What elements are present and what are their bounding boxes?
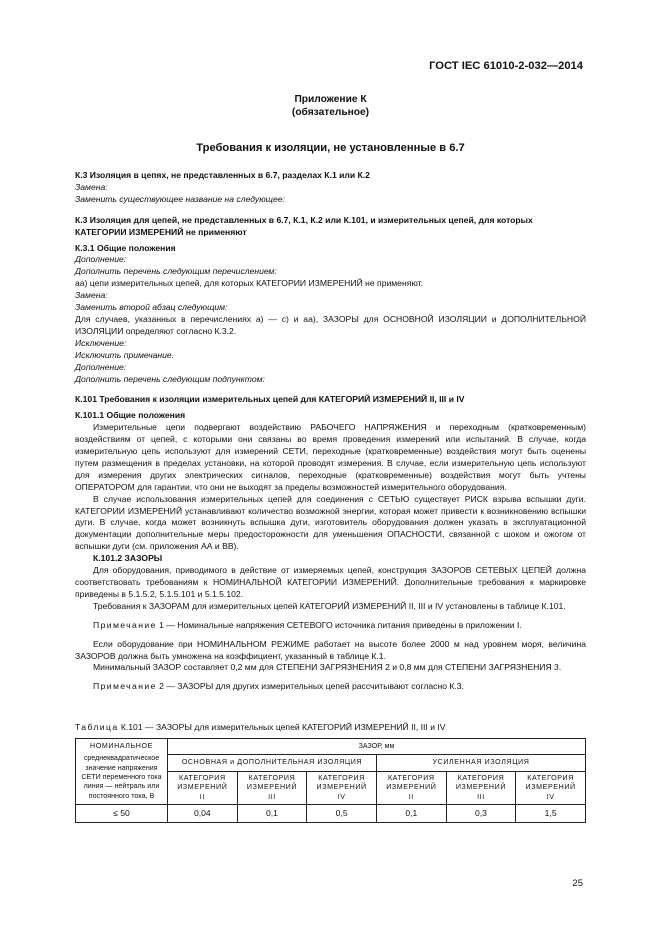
note-2-text: 2 — ЗАЗОРЫ для других измерительных цепей рассчитывают согласно К.3. — [156, 681, 464, 692]
annex-heading — [0, 93, 661, 119]
category-header — [376, 771, 446, 804]
category-header — [237, 771, 307, 804]
category-value: III — [477, 792, 485, 801]
document-code: ГОСТ IEC 61010-2-032—2014 — [429, 60, 583, 72]
k1011-paragraph-2: В случае использования измерительных цепей для соединения с СЕТЬЮ существует РИСК взрыва вспышки дуги. КАТЕГОРИИ ИЗМЕРЕНИЙ устанавливают количество возможной энергии, которая может привести к возникновению вспышки дуги. В случае, когда может возникнуть вспышка дуги, изготовитель оборудования должен указать в эксплуатационной документации дополнительные меры предосторожности для уменьшения ОПАСНОСТИ, связанной с шоком и ожогом от вспышки дуги (см. приложения АА и ВВ). — [75, 493, 586, 552]
table-cell: 0,1 — [237, 805, 307, 823]
k101-heading: К.101 Требования к изоляции измерительных цепей для КАТЕГОРИЙ ИЗМЕРЕНИЙ II, III и IV — [75, 394, 465, 405]
category-header — [168, 771, 238, 804]
category-label: КАТЕГОРИЯ ИЗМЕРЕНИЙ — [316, 773, 367, 792]
reinforced-header: УСИЛЕННАЯ ИЗОЛЯЦИЯ — [376, 755, 585, 771]
table-header-row-1 — [76, 739, 586, 755]
k31-item-aa: аа) цепи измерительных цепей, для которых КАТЕГОРИИ ИЗМЕРЕНИЙ не применяют. — [75, 278, 423, 289]
category-value: III — [268, 792, 276, 801]
voltage-header-desc: среднеквадратическое значение напряжения СЕТИ переменного тока линия — нейтраль или постоянного тока, В — [81, 754, 162, 800]
document-body — [75, 170, 586, 693]
table-cell: 0,3 — [446, 805, 516, 823]
voltage-header-cell — [76, 739, 168, 805]
k1012-paragraph-1: Для оборудования, приводимого в действие от измеряемых цепей, конструкция ЗАЗОРОВ СЕТЕВЫХ ЦЕПЕЙ должна соответствовать требованиям к НОМИНАЛЬНОЙ КАТЕГОРИИ ИЗМЕРЕНИЙ. Дополнительные требования к маркировке приведены в 5.1.5.2, 5.1.5.101 и 5.1.5.102. — [75, 565, 586, 599]
category-value: II — [408, 792, 414, 801]
k3-heading: К.3 Изоляция в цепях, не представленных в 6.7, разделах К.1 или К.2 — [75, 170, 370, 180]
k3-replace-text: Заменить существующее название на следующее: — [75, 193, 285, 204]
k31-add-text: Дополнить перечень следующим перечислением: — [75, 266, 277, 277]
table-caption — [75, 722, 446, 732]
k1012-heading: К.101.2 ЗАЗОРЫ — [93, 553, 163, 564]
k1012-paragraph-4: Минимальный ЗАЗОР составляет 0,2 мм для СТЕПЕНИ ЗАГРЯЗНЕНИЯ 2 и 0,8 мм для СТЕПЕНИ ЗАГРЯЗНЕНИЯ 3. — [93, 662, 562, 673]
k1012-paragraph-2: Требования к ЗАЗОРАМ для измерительных цепей КАТЕГОРИЙ ИЗМЕРЕНИЙ II, III и IV установлены в таблице К.101. — [93, 600, 566, 611]
category-header — [516, 771, 586, 804]
k31-replace-text: Заменить второй абзац следующим: — [75, 302, 228, 313]
note-2-label: Примечание — [93, 681, 157, 692]
basic-supplementary-header: ОСНОВНАЯ и ДОПОЛНИТЕЛЬНАЯ ИЗОЛЯЦИЯ — [168, 755, 377, 771]
table-caption-label: Таблица — [75, 722, 119, 732]
k1011-heading: К.101.1 Общие положения — [75, 410, 186, 421]
category-label: КАТЕГОРИЯ ИЗМЕРЕНИЙ — [525, 773, 576, 792]
category-value: II — [199, 792, 205, 801]
note-2 — [75, 681, 586, 693]
category-header — [307, 771, 377, 804]
category-header — [446, 771, 516, 804]
category-value: IV — [337, 792, 346, 801]
k31-paragraph: Для случаев, указанных в перечислениях а) — с) и аа), ЗАЗОРЫ для ОСНОВНОЙ ИЗОЛЯЦИИ и ДОПОЛНИТЕЛЬНОЙ ИЗОЛЯЦИИ определяют согласно К.3.2. — [75, 313, 586, 336]
k3-replace-label: Замена: — [75, 181, 108, 192]
page-number: 25 — [572, 878, 583, 889]
k1011-paragraph-1: Измерительные цепи подвергают воздействию РАБОЧЕГО НАПРЯЖЕНИЯ и переходным (кратковременным) воздействиям от цепей, с которыми они связаны во время проведения измерений или испытаний. В случае, когда измерительную цепь используют для измерений СЕТИ, переходные (кратковременные) воздействия могут быть оценены путем размещения в пределах установки, на которой проводят измерения. В случае, если измерительную цепь используют для измерения других электрических сигналов, переходные (кратковременные) воздействия могут быть учтены ОПЕРАТОРОМ для гарантии, что они не выходят за пределы возможностей измерительного оборудования. — [75, 422, 586, 492]
note-1-label: Примечание — [93, 619, 157, 630]
table-row — [76, 805, 586, 823]
category-value: IV — [546, 792, 555, 801]
k31-heading: К.3.1 Общие положения — [75, 242, 176, 253]
clearance-header: ЗАЗОР, мм — [168, 739, 586, 755]
k1012-paragraph-3: Если оборудование при НОМИНАЛЬНОМ РЕЖИМЕ работает на высоте более 2000 м над уровнем моря, величина ЗАЗОРОВ должна быть умножена на коэффициент, указанный в таблице К.1. — [75, 638, 586, 661]
table-cell: 0,04 — [168, 805, 238, 823]
k31-replace-label: Замена: — [75, 290, 108, 301]
k31-exclusion-label: Исключение: — [75, 337, 127, 348]
k31-add2-text: Дополнить перечень следующим подпунктом: — [75, 373, 265, 384]
category-label: КАТЕГОРИЯ ИЗМЕРЕНИЙ — [177, 773, 228, 792]
category-label: КАТЕГОРИЯ ИЗМЕРЕНИЙ — [246, 773, 298, 792]
section-title: Требования к изоляции, не установленные в 6.7 — [196, 142, 465, 154]
note-1 — [75, 620, 586, 632]
annex-subtitle: (обязательное) — [291, 107, 370, 118]
k31-add2-label: Дополнение: — [75, 361, 127, 372]
k3-new-heading: К.3 Изоляция для цепей, не представленных в 6.7, К.1, К.2 или К.101, и измерительных цепей, для которых КАТЕГОРИИ ИЗМЕРЕНИЙ не применяют — [75, 214, 533, 237]
note-1-text: 1 — Номинальные напряжения СЕТЕВОГО источника питания приведены в приложении I. — [156, 619, 522, 630]
table-cell: 0,1 — [376, 805, 446, 823]
table-cell: 0,5 — [307, 805, 377, 823]
table-caption-text: К.101 — ЗАЗОРЫ для измерительных цепей КАТЕГОРИЙ ИЗМЕРЕНИЙ II, III и IV — [118, 722, 446, 732]
annex-title: Приложение К — [294, 94, 367, 105]
voltage-header-title: НОМИНАЛЬНОЕ — [90, 741, 153, 750]
clearance-table — [75, 738, 586, 823]
category-label: КАТЕГОРИЯ ИЗМЕРЕНИЙ — [455, 773, 507, 792]
table-cell: 1,5 — [516, 805, 586, 823]
k31-exclusion-text: Исключить примечание. — [75, 349, 175, 360]
voltage-cell: ≤ 50 — [76, 805, 168, 823]
category-label: КАТЕГОРИЯ ИЗМЕРЕНИЙ — [386, 773, 437, 792]
k31-add-label: Дополнение: — [75, 254, 127, 265]
